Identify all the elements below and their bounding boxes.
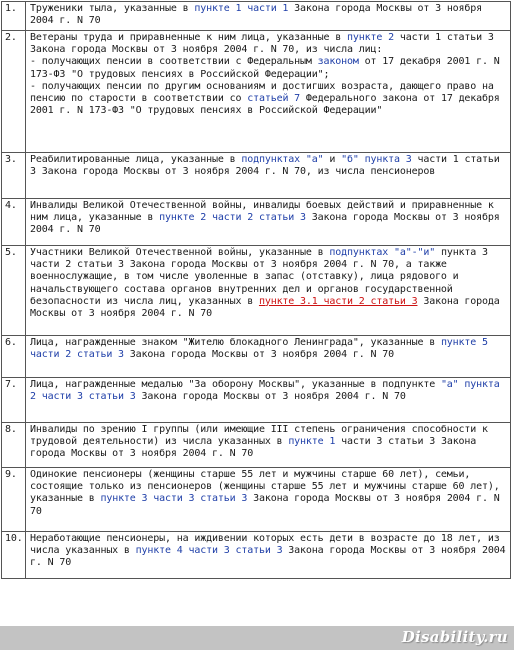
law-reference-link[interactable]: пункте 2 части 2 статьи 3 bbox=[159, 212, 306, 224]
row-text-fragment: Федерального закона от 17 декабря 2001 г. N 173-ФЗ "О трудовых пенсиях в Российской Федерации" bbox=[30, 93, 500, 117]
row-text-fragment: - получающих пенсии по другим основаниям и достигших возраста, дающего право на пенсию по старости в соответствии со bbox=[30, 80, 494, 105]
row-text-fragment: Закона города Москвы от 3 ноября 2004 г. N 70 bbox=[123, 349, 394, 361]
row-text-fragment: Инвалиды Великой Отечественной войны, инвалиды боевых действий и приравненные к ним лица, указанные в bbox=[30, 200, 494, 224]
law-reference-link[interactable]: пункте 3.1 части 2 статьи 3 bbox=[258, 295, 418, 307]
row-number: 8. bbox=[2, 423, 26, 468]
row-text bbox=[26, 199, 511, 246]
row-number: 6. bbox=[2, 336, 26, 378]
table-row bbox=[2, 2, 511, 31]
row-text bbox=[26, 378, 511, 423]
row-text bbox=[26, 468, 511, 532]
row-text-fragment: части 1 статьи 3 Закона города Москвы от 3 ноября 2004 г. N 70, из числа лиц: bbox=[30, 32, 494, 56]
row-text-fragment: Инвалиды по зрению I группы (или имеющие III степень ограничения способности к трудовой деятельности) из числа указанных в bbox=[30, 424, 488, 448]
row-number: 9. bbox=[2, 468, 26, 532]
law-reference-link[interactable]: подпунктах "а"-"и" bbox=[329, 247, 436, 258]
row-text-fragment: и bbox=[323, 154, 342, 165]
row-text bbox=[26, 153, 511, 199]
row-text-fragment: Участники Великой Отечественной войны, указанные в bbox=[30, 247, 330, 258]
law-reference-link[interactable]: пункте 5 части 2 статьи 3 bbox=[30, 337, 488, 361]
site-logo: Disability.ru bbox=[401, 628, 508, 646]
law-reference-link[interactable]: законом bbox=[317, 56, 359, 68]
row-text-fragment: Лица, награжденные медалью "За оборону Москвы", указанные в подпункте bbox=[30, 379, 441, 390]
row-text-fragment: Ветераны труда и приравненные к ним лица, указанные в bbox=[30, 32, 348, 43]
table-row bbox=[2, 468, 511, 532]
row-text-fragment: Закона города Москвы от 3 ноября 2004 г. N 70 bbox=[30, 212, 500, 236]
row-text-fragment: Закона города Москвы от 3 ноября 2004 г. N 70 bbox=[30, 3, 483, 27]
table-row bbox=[2, 153, 511, 199]
row-text-fragment: Неработающие пенсионеры, на иждивении которых есть дети в возрасте до 18 лет, из числа указанных в bbox=[30, 533, 500, 557]
table-row bbox=[2, 336, 511, 378]
table-row bbox=[2, 532, 511, 579]
row-text-fragment: Лица, награжденные знаком "Жителю блокадного Ленинграда", указанные в bbox=[30, 337, 441, 348]
row-text-fragment: - получающих пенсии в соответствии с Федеральным bbox=[30, 56, 318, 68]
law-reference-link[interactable]: пункте 1 bbox=[288, 436, 336, 448]
table-row bbox=[2, 199, 511, 246]
law-reference-link[interactable]: пункте 3 части 3 статьи 3 bbox=[100, 493, 248, 505]
row-text-fragment: пункта 3 части 2 статьи 3 Закона города Москвы от 3 ноября 2004 г. N 70, а также военнослужащие, в том числе уволенные в запас (отставку), лица рядового и начальствующего состава органов внутренних дел и органов государственной безопасности из числа лиц, указанных в bbox=[30, 247, 488, 307]
row-number: 7. bbox=[2, 378, 26, 423]
table-row bbox=[2, 31, 511, 153]
row-text-fragment: части 1 статьи 3 Закона города Москвы от 3 ноября 2004 г. N 70, из числа пенсионеров bbox=[30, 154, 500, 178]
law-reference-link[interactable]: подпунктах "а" bbox=[241, 154, 324, 165]
row-text bbox=[26, 31, 511, 153]
row-text bbox=[26, 423, 511, 468]
row-number: 1. bbox=[2, 2, 26, 31]
table-row bbox=[2, 378, 511, 423]
row-number: 2. bbox=[2, 31, 26, 153]
table-row bbox=[2, 423, 511, 468]
row-text bbox=[26, 246, 511, 336]
row-number: 4. bbox=[2, 199, 26, 246]
table-body bbox=[2, 2, 511, 579]
row-text-fragment: Реабилитированные лица, указанные в bbox=[30, 154, 242, 165]
law-reference-link[interactable]: "б" пункта 3 bbox=[341, 154, 412, 165]
law-reference-link[interactable]: пункте 4 части 3 статьи 3 bbox=[135, 545, 283, 557]
law-reference-link[interactable]: пункте 1 части 1 bbox=[194, 3, 289, 14]
row-text-fragment: Закона города Москвы от 3 ноября 2004 г. N 70 bbox=[30, 493, 500, 517]
footer-bar bbox=[0, 626, 514, 650]
row-text-fragment: Закона города Москвы от 3 ноября 2004 г. N 70 bbox=[30, 295, 500, 320]
row-number: 3. bbox=[2, 153, 26, 199]
law-reference-link[interactable]: статьей 7 bbox=[247, 93, 301, 105]
row-text-fragment: Закона города Москвы от 3 ноября 2004 г. N 70 bbox=[30, 545, 506, 569]
law-reference-link[interactable]: пункте 2 bbox=[347, 32, 394, 43]
beneficiary-categories-table bbox=[1, 1, 511, 579]
table-row bbox=[2, 246, 511, 336]
row-text bbox=[26, 336, 511, 378]
row-text-fragment: от 17 декабря 2001 г. N 173-ФЗ "О трудовых пенсиях в Российской Федерации"; bbox=[30, 56, 500, 80]
law-reference-link[interactable]: "а" пункта 2 части 3 статьи 3 bbox=[30, 379, 500, 403]
row-number: 10. bbox=[2, 532, 26, 579]
row-text bbox=[26, 2, 511, 31]
row-text-fragment: Закона города Москвы от 3 ноября 2004 г. N 70 bbox=[135, 391, 406, 403]
row-text-fragment: Труженики тыла, указанные в bbox=[30, 3, 195, 14]
row-text-fragment: Одинокие пенсионеры (женщины старше 55 лет и мужчины старше 60 лет), семьи, состоящие только из пенсионеров (женщины старше 55 лет и мужчины старше 60 лет), указанные в bbox=[30, 469, 500, 505]
row-number: 5. bbox=[2, 246, 26, 336]
row-text-fragment: части 3 статьи 3 Закона города Москвы от 3 ноября 2004 г. N 70 bbox=[30, 436, 477, 460]
row-text bbox=[26, 532, 511, 579]
